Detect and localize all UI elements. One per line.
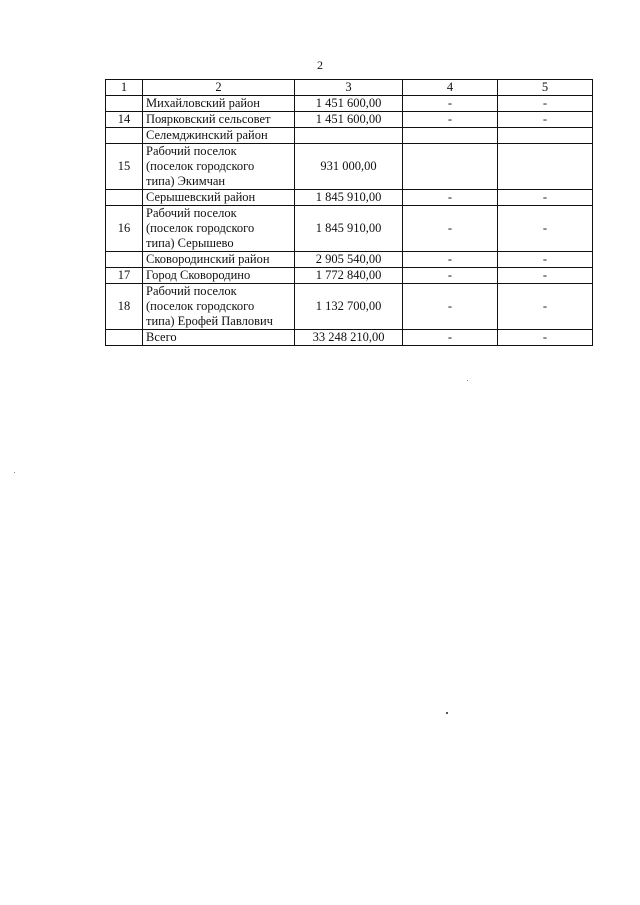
scan-speck	[446, 712, 448, 714]
row-number: 15	[106, 144, 143, 190]
row-amount: 1 845 910,00	[295, 190, 403, 206]
row-col5: -	[498, 252, 593, 268]
row-col4: -	[403, 252, 498, 268]
row-amount: 1 772 840,00	[295, 268, 403, 284]
row-col4: -	[403, 268, 498, 284]
row-amount: 931 000,00	[295, 144, 403, 190]
data-table	[105, 79, 593, 346]
row-number	[106, 252, 143, 268]
row-name: Всего	[143, 330, 295, 346]
column-header: 2	[143, 80, 295, 96]
row-col5: -	[498, 112, 593, 128]
row-col5: -	[498, 284, 593, 330]
row-col5: -	[498, 268, 593, 284]
row-col4: -	[403, 96, 498, 112]
row-name: Сковородинский район	[143, 252, 295, 268]
row-amount: 1 845 910,00	[295, 206, 403, 252]
table-row	[106, 128, 593, 144]
row-name: Рабочий поселок (поселок городского типа) Ерофей Павлович	[143, 284, 295, 330]
row-name: Рабочий поселок (поселок городского типа) Серышево	[143, 206, 295, 252]
table-row	[106, 252, 593, 268]
row-col4: -	[403, 206, 498, 252]
row-name: Поярковский сельсовет	[143, 112, 295, 128]
table-row	[106, 190, 593, 206]
row-name: Михайловский район	[143, 96, 295, 112]
row-col5	[498, 144, 593, 190]
column-header: 3	[295, 80, 403, 96]
row-name: Серышевский район	[143, 190, 295, 206]
page-number: 2	[317, 58, 323, 72]
table-row	[106, 96, 593, 112]
row-col5: -	[498, 330, 593, 346]
row-number: 17	[106, 268, 143, 284]
row-col4	[403, 144, 498, 190]
table-row	[106, 284, 593, 330]
scan-speck	[467, 380, 468, 381]
row-col5: -	[498, 206, 593, 252]
row-col5	[498, 128, 593, 144]
row-number: 18	[106, 284, 143, 330]
row-amount: 2 905 540,00	[295, 252, 403, 268]
column-header: 4	[403, 80, 498, 96]
row-number	[106, 128, 143, 144]
row-col4: -	[403, 284, 498, 330]
table-row	[106, 144, 593, 190]
row-col5: -	[498, 190, 593, 206]
row-name: Рабочий поселок (поселок городского типа) Экимчан	[143, 144, 295, 190]
table-row	[106, 206, 593, 252]
column-header: 5	[498, 80, 593, 96]
row-number: 14	[106, 112, 143, 128]
table-total-row	[106, 330, 593, 346]
row-number: 16	[106, 206, 143, 252]
column-header: 1	[106, 80, 143, 96]
row-name: Город Сковородино	[143, 268, 295, 284]
row-amount: 1 451 600,00	[295, 112, 403, 128]
row-col4: -	[403, 190, 498, 206]
row-col4: -	[403, 112, 498, 128]
row-amount: 1 132 700,00	[295, 284, 403, 330]
table-header-row	[106, 80, 593, 96]
row-amount	[295, 128, 403, 144]
scan-speck	[14, 472, 15, 473]
row-number	[106, 190, 143, 206]
row-col4	[403, 128, 498, 144]
row-number	[106, 330, 143, 346]
table-row	[106, 268, 593, 284]
row-number	[106, 96, 143, 112]
table-row	[106, 112, 593, 128]
row-amount: 33 248 210,00	[295, 330, 403, 346]
row-col5: -	[498, 96, 593, 112]
row-col4: -	[403, 330, 498, 346]
row-name: Селемджинский район	[143, 128, 295, 144]
row-amount: 1 451 600,00	[295, 96, 403, 112]
